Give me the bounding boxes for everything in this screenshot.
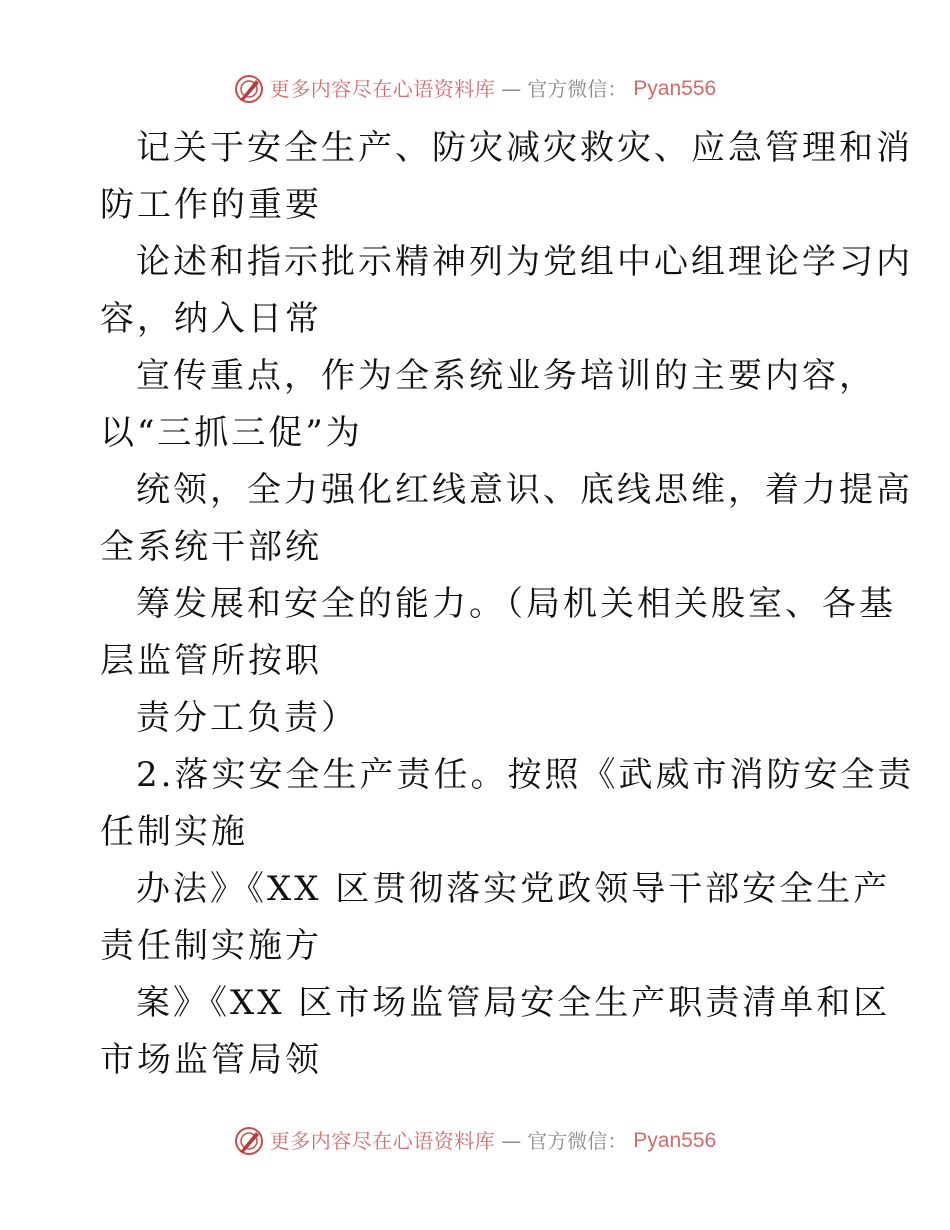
line-text: 2.落实安全生产责任。按照《武威市消防安全责: [136, 755, 915, 795]
line-text: 办法》《XX 区贯彻落实党政领导干部安全生产: [136, 869, 891, 909]
watermark-wechat-label: 官方微信：: [527, 1129, 628, 1153]
paragraph-line: [100, 234, 913, 348]
watermark-separator: —: [501, 77, 522, 101]
line-text: 任制实施: [100, 812, 248, 852]
quill-logo-icon: [234, 74, 264, 104]
paragraph-line: [100, 747, 915, 861]
paragraph-line: [100, 120, 913, 234]
line-text: 论述和指示批示精神列为党组中心组理论学习内: [136, 242, 913, 282]
line-text: 责分工负责）: [136, 698, 358, 738]
quill-logo-icon: [234, 1126, 264, 1156]
line-text: 统领，全力强化红线意识、底线思维，着力提高: [136, 470, 913, 510]
line-text: 容，纳入日常: [100, 299, 322, 339]
watermark-separator: —: [501, 1129, 522, 1153]
watermark-wechat-id: Pyan556: [633, 77, 717, 100]
watermark-site-text: 更多内容尽在心语资料库: [269, 1129, 496, 1153]
line-text: 以“三抓三促”为: [100, 413, 363, 453]
line-text: 案》《XX 区市场监管局安全生产职责清单和区: [136, 983, 891, 1023]
line-text: 层监管所按职: [100, 641, 322, 681]
line-text: 市场监管局领: [100, 1040, 322, 1080]
footer-watermark: [0, 1126, 950, 1156]
document-body: [100, 120, 915, 1089]
line-text: 宣传重点，作为全系统业务培训的主要内容，: [136, 356, 876, 396]
paragraph-line: [100, 861, 891, 975]
paragraph-line: [100, 348, 876, 462]
line-text: 记关于安全生产、防灾减灾救灾、应急管理和消: [136, 128, 913, 168]
paragraph-line: [100, 975, 891, 1089]
line-text: 全系统干部统: [100, 527, 322, 567]
watermark-wechat-label: 官方微信：: [527, 77, 628, 101]
paragraph-line: [100, 576, 896, 690]
line-text: 责任制实施方: [100, 926, 322, 966]
paragraph-line: [100, 690, 860, 747]
paragraph-line: [100, 462, 913, 576]
watermark-wechat-id: Pyan556: [633, 1129, 717, 1152]
line-text: 筹发展和安全的能力。（局机关相关股室、各基: [136, 584, 896, 624]
header-watermark: [0, 74, 950, 104]
watermark-site-text: 更多内容尽在心语资料库: [269, 77, 496, 101]
line-text: 防工作的重要: [100, 185, 322, 225]
